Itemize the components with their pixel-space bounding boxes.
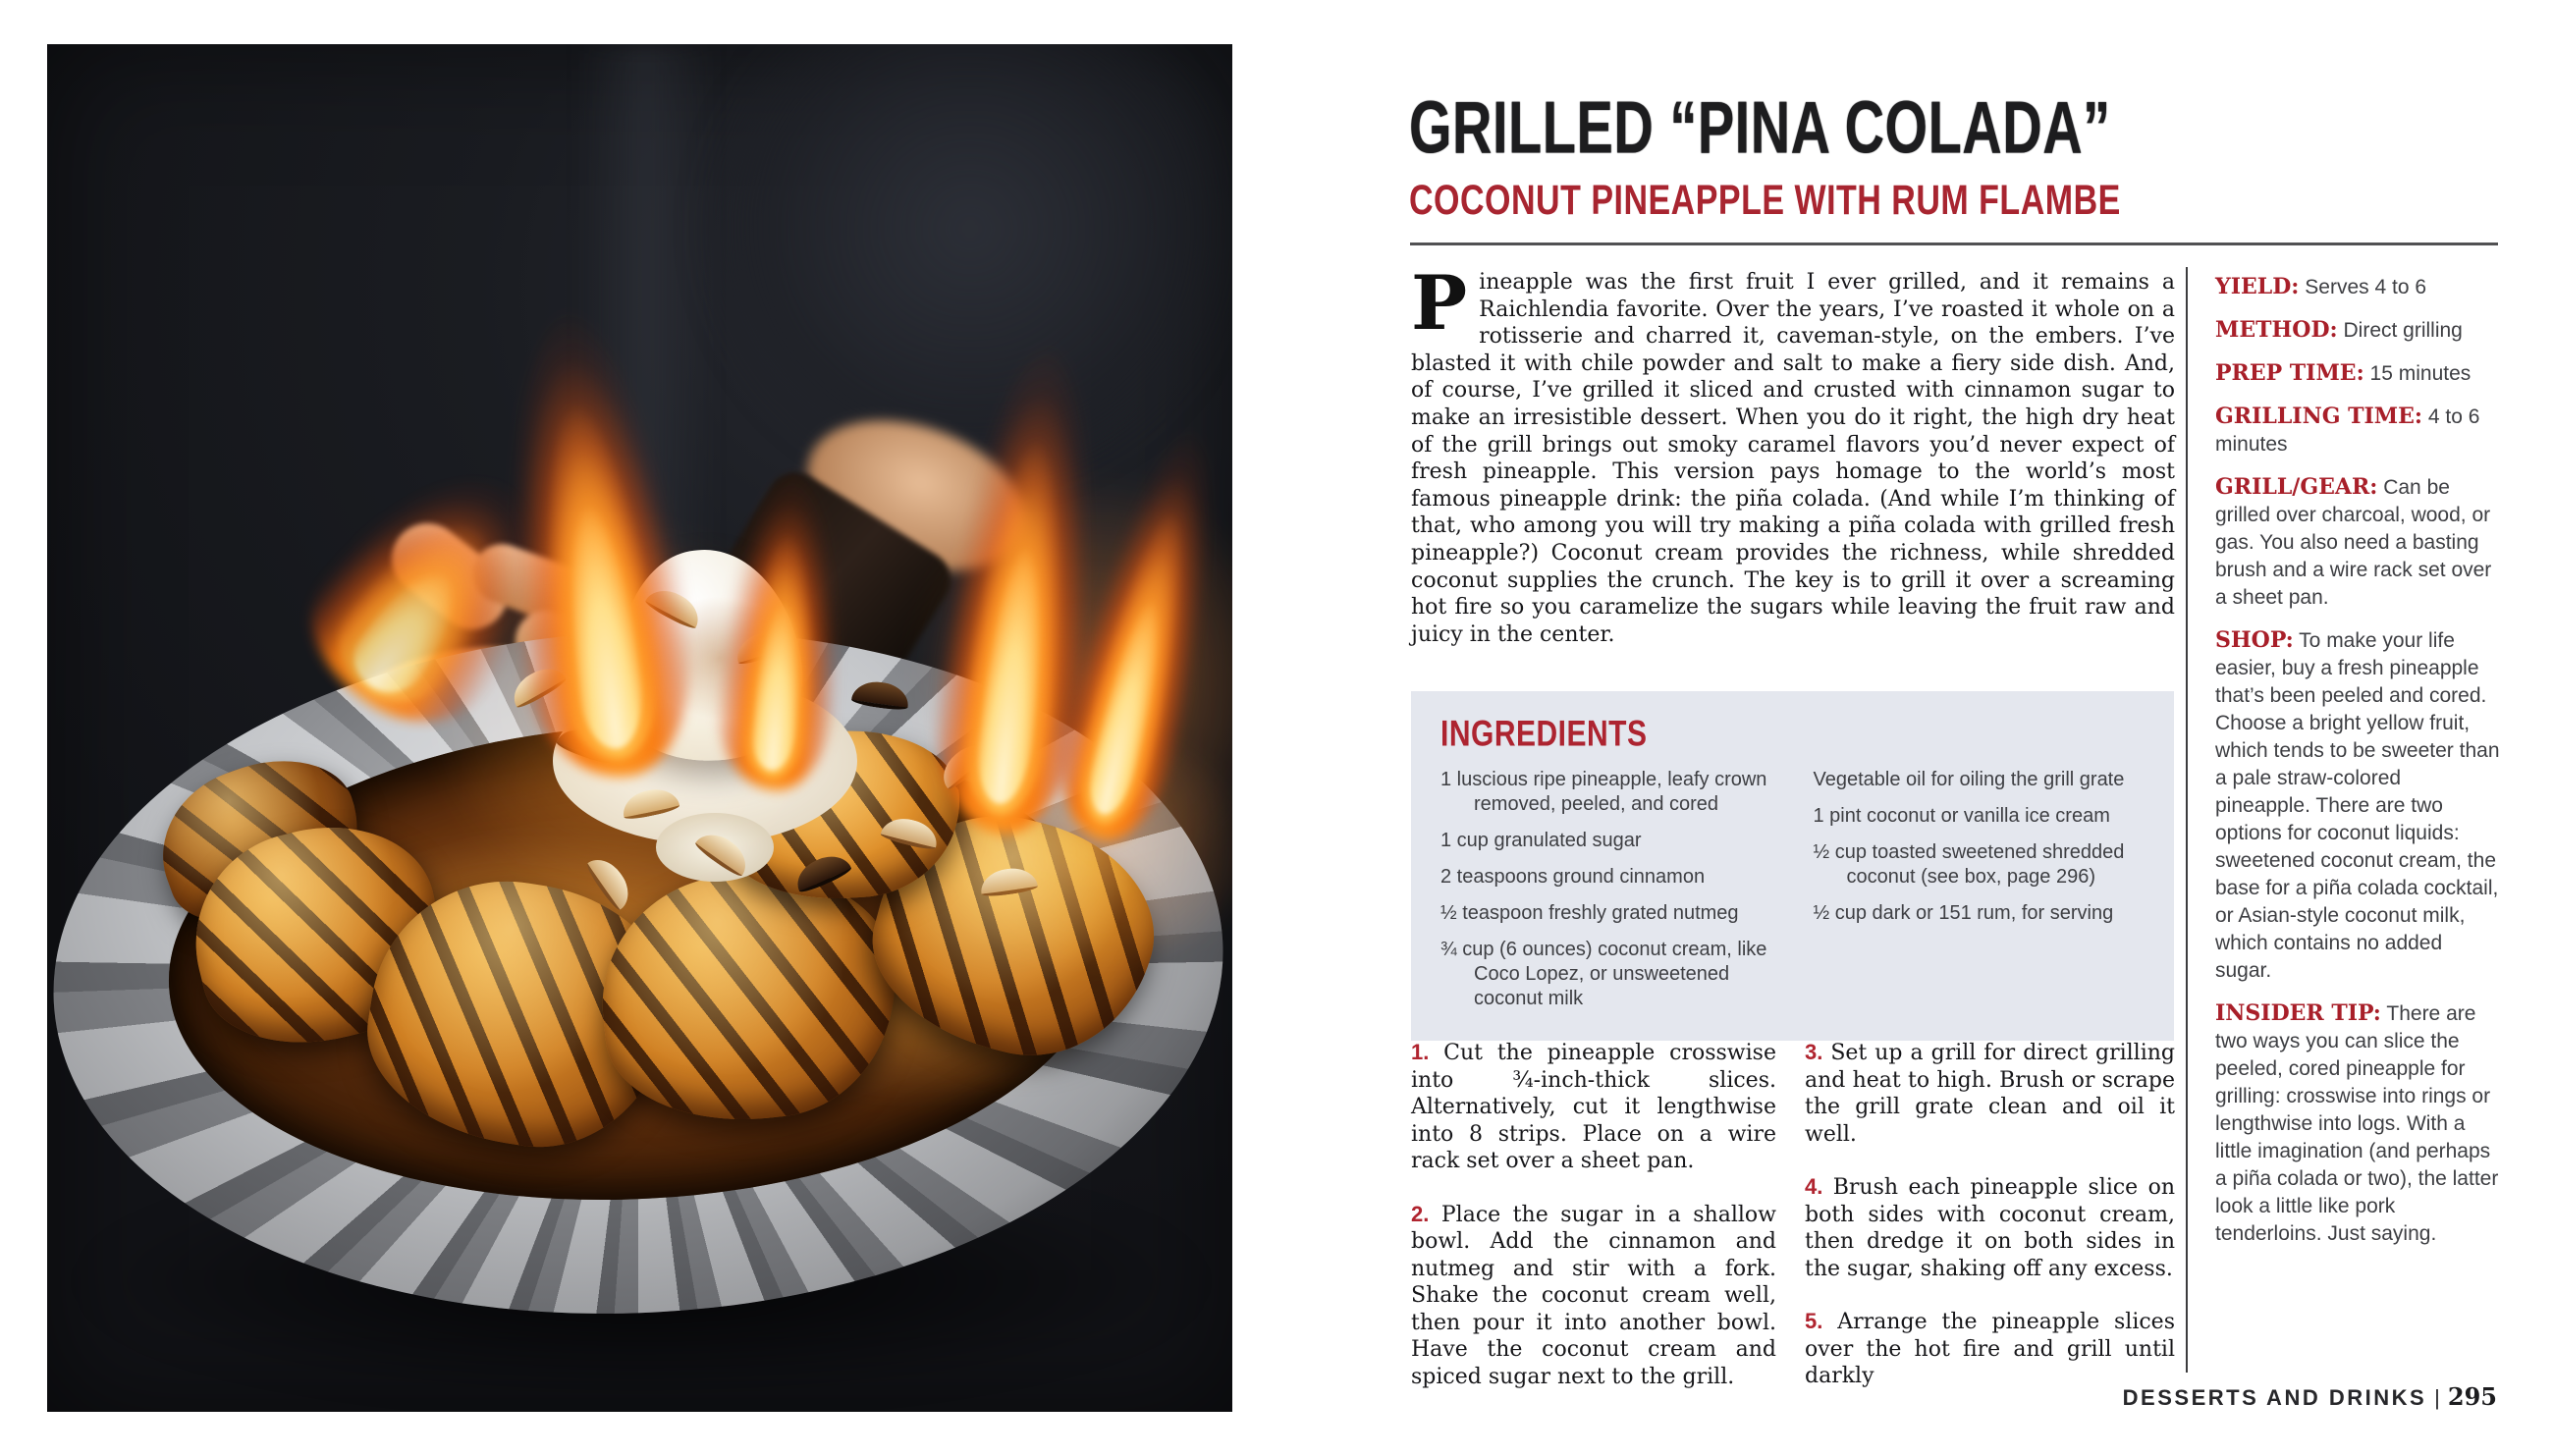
ingredients-column-left (1440, 768, 1772, 1023)
ingredient-item: 1 pint coconut or vanilla ice cream (1813, 805, 2110, 827)
recipe-info-sidebar (2215, 273, 2500, 1263)
drop-cap: P (1411, 259, 1468, 347)
recipe-title: GRILLED “PINA COLADA” (1409, 85, 2111, 169)
step-text: Cut the pineapple crosswise into ¾-inch-thick slices. Alternatively, cut it lengthwise into 8 strips. Place on a wire rack set over a sheet pan. (1411, 1041, 1776, 1173)
sidebar-label: YIELD: (2215, 274, 2300, 299)
footer-separator: | (2434, 1385, 2440, 1410)
sidebar-text: To make your life easier, buy a fresh pineapple that’s been peeled and cored. Choose a bright yellow fruit, which tends to be sweeter than a pale straw-colored pineapple. There are two options for coconut liquids: sweetened coconut cream, the base for a piña colada cocktail, or Asian-style coconut milk, which contains no added sugar. (2215, 629, 2500, 982)
ingredient-item: 1 cup granulated sugar (1440, 830, 1642, 851)
sidebar-text: Serves 4 to 6 (2299, 276, 2427, 298)
step-3 (1805, 1039, 2175, 1148)
step-text: Arrange the pineapple slices over the hot fire and grill until darkly (1805, 1310, 2175, 1388)
ingredients-column-right (1814, 768, 2146, 1023)
page-footer (2123, 1382, 2497, 1411)
sidebar-label: METHOD: (2215, 317, 2338, 343)
step-text: Place the sugar in a shallow bowl. Add the cinnamon and nutmeg and stir with a fork. Shake the coconut cream well, then pour it into another bowl. Have the coconut cream and spiced sugar next to the grill. (1411, 1202, 1776, 1389)
ingredient-item: ½ cup toasted sweetened shredded coconut (see box, page 296) (1813, 841, 2125, 888)
sidebar-text: Can be grilled over charcoal, wood, or gas. You also need a basting brush and a wire rack set over a sheet pan. (2215, 476, 2492, 609)
recipe-subtitle: COCONUT PINEAPPLE WITH RUM FLAMBE (1409, 177, 2121, 224)
sidebar-entry-yield (2215, 273, 2500, 301)
intro-paragraph (1411, 259, 2175, 648)
ingredient-item: Vegetable oil for oiling the grill grate (1813, 769, 2125, 790)
sidebar-text: Direct grilling (2337, 319, 2463, 342)
recipe-photo (47, 44, 1232, 1412)
ingredients-heading: INGREDIENTS (1440, 715, 1648, 755)
footer-page-number: 295 (2447, 1382, 2497, 1411)
sidebar-entry-insider-tip (2215, 999, 2500, 1248)
step-2 (1411, 1201, 1776, 1391)
sidebar-entry-method (2215, 316, 2500, 345)
sidebar-entry-shop (2215, 626, 2500, 985)
step-4 (1805, 1173, 2175, 1282)
step-text: Brush each pineapple slice on both sides with coconut cream, then dredge it on both sides in the sugar, shaking off any excess. (1805, 1175, 2175, 1281)
step-1 (1411, 1039, 1776, 1175)
step-number: 3. (1805, 1040, 1823, 1064)
step-number: 4. (1805, 1174, 1823, 1199)
flame (712, 462, 852, 794)
step-number: 5. (1805, 1309, 1823, 1333)
sidebar-label: GRILLING TIME: (2215, 404, 2423, 429)
title-divider-rule (1410, 243, 2498, 245)
sidebar-divider-rule (2186, 267, 2188, 1373)
sidebar-label: PREP TIME: (2215, 360, 2364, 386)
ingredient-item: 2 teaspoons ground cinnamon (1440, 866, 1706, 888)
sidebar-entry-grilling-time (2215, 403, 2500, 458)
step-5 (1805, 1308, 2175, 1390)
sidebar-text: 15 minutes (2363, 362, 2472, 385)
steps-column-right (1805, 1039, 2175, 1416)
sidebar-label: GRILL/GEAR: (2215, 474, 2378, 500)
ingredient-item: ½ cup dark or 151 rum, for serving (1813, 902, 2114, 924)
ingredient-item: 1 luscious ripe pineapple, leafy crown removed, peeled, and cored (1440, 769, 1767, 815)
steps-column-left (1411, 1039, 1776, 1416)
ingredients-columns (1440, 768, 2145, 1023)
intro-text: ineapple was the first fruit I ever grilled, and it remains a Raichlendia favorite. Over the years, I’ve roasted it whole on a rotisserie and charred it, caveman-style, on the embers. I’ve blasted it with chile powder and salt to make a fiery side dish. And, of course, I’ve grilled it sliced and crusted with cinnamon sugar to make an irresistible dessert. When you do it right, the high dry heat of the grill brings out smoky caramel flavors you’d never expect of fresh pineapple. This version pays homage to the world’s most famous pineapple drink: the piña colada. (And while I’m thinking of that, who among you will try making a piña colada with grilled fresh pineapple?) Coconut cream provides the richness, while shredded coconut supplies the crunch. The key is to grill it over a screaming hot fire so you caramelize the sugars while leaving the fruit raw and juicy in the center. (1411, 270, 2175, 647)
step-number: 1. (1411, 1040, 1430, 1064)
step-number: 2. (1411, 1201, 1430, 1226)
sidebar-label: INSIDER TIP: (2215, 1000, 2381, 1026)
sidebar-text: 4 to 6 minutes (2215, 405, 2480, 456)
ingredient-item: ½ teaspoon freshly grated nutmeg (1440, 902, 1739, 924)
sidebar-entry-prep-time (2215, 359, 2500, 388)
ingredients-box (1411, 691, 2174, 1041)
sidebar-text: There are two ways you can slice the peeled, cored pineapple for grilling: crosswise into rings or lengthwise into logs. With a little imagination (and perhaps a piña colada or two), the latter look a little like pork tenderloins. Just saying. (2215, 1002, 2499, 1245)
ingredient-item: ¾ cup (6 ounces) coconut cream, like Coco Lopez, or unsweetened coconut milk (1440, 939, 1767, 1009)
sidebar-entry-grill-gear (2215, 473, 2500, 612)
footer-section-title: DESSERTS AND DRINKS (2122, 1385, 2427, 1410)
step-text: Set up a grill for direct grilling and heat to high. Brush or scrape the grill grate clean and oil it well. (1805, 1041, 2175, 1147)
sidebar-label: SHOP: (2215, 627, 2294, 653)
